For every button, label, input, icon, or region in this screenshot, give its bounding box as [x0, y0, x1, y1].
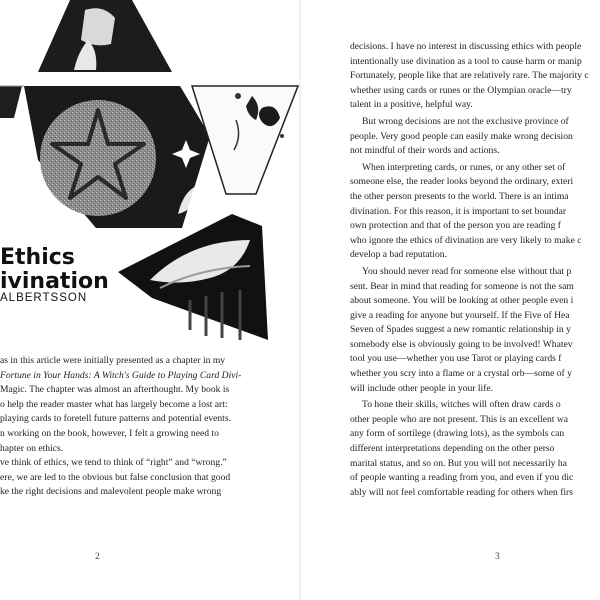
body-line: who ignore the ethics of divination are very likely to make c: [350, 234, 582, 246]
body-line: tool you use—whether you use Tarot or playing cards f: [350, 353, 562, 365]
body-line: give a reading for anyone but yourself. If the Five of Hea: [350, 309, 570, 321]
body-line: whether using cards or runes or the Olympian oracle—try: [350, 84, 572, 96]
body-line: marital status, and so on. But you will not necessarily ha: [350, 457, 567, 469]
body-line: Fortune in Your Hands: A Witch's Guide to Playing Card Divi-: [0, 369, 242, 381]
body-line: somebody else is obviously going to be involved! Whatev: [350, 338, 573, 350]
body-line: intentionally use divination as a tool to cause harm or manip: [350, 55, 582, 67]
body-line: hapter on ethics.: [0, 442, 64, 454]
article-title: [0, 246, 109, 294]
body-line: as in this article were initially presented as a chapter in my: [0, 355, 226, 366]
page-number-right: 3: [495, 552, 500, 562]
body-line: ke the right decisions and malevolent people make wrong: [0, 486, 222, 498]
body-line: ve think of ethics, we tend to think of “right” and “wrong.”: [0, 457, 227, 469]
body-line: o help the reader master what has largely become a lost art:: [0, 398, 228, 410]
body-line: ably will not feel comfortable reading for others when firs: [350, 486, 573, 498]
body-line: talent in a positive, helpful way.: [350, 99, 473, 111]
body-line: Magic. The chapter was almost an afterthought. My book is: [0, 384, 230, 396]
body-line: whether you scry into a flame or a crystal orb—some of y: [350, 368, 572, 380]
body-line: To hone their skills, witches will often draw cards o: [362, 399, 561, 411]
body-line: any form of sortilege (drawing lots), as the symbols can: [350, 428, 565, 440]
body-line: Fortunately, people like that are relatively rare. The majority c: [350, 70, 589, 82]
right-body-text: [350, 40, 600, 500]
title-line-1: Ethics: [0, 245, 75, 270]
body-line: When interpreting cards, or runes, or any other set of: [362, 161, 566, 173]
body-line: the other person presents to the world. There is an intima: [350, 190, 569, 202]
page-number-left: 2: [95, 552, 100, 562]
pentacle-disc: [40, 100, 156, 216]
body-line: divination. For this reason, it is important to set boundar: [350, 205, 567, 217]
body-line: sent. Bear in mind that reading for someone is not the sam: [350, 280, 574, 292]
body-line: decisions. I have no interest in discussing ethics with people: [350, 41, 582, 52]
body-line: own protection and that of the person you are reading f: [350, 220, 561, 232]
body-line: ere, we are led to the obvious but false conclusion that good: [0, 471, 231, 483]
author-name: ALBERTSSON: [0, 292, 88, 304]
body-line: Seven of Spades suggest a new romantic relationship in y: [350, 324, 571, 336]
body-line: develop a bad reputation.: [350, 249, 447, 261]
left-body-text: [0, 354, 258, 500]
body-line: people. Very good people can easily make wrong decision: [350, 130, 573, 142]
title-line-2: ivination: [0, 269, 109, 294]
body-line: about someone. You will be looking at other people even i: [350, 295, 574, 307]
body-line: playing cards to foretell future patterns and potential events.: [0, 413, 231, 425]
body-line: of people wanting a reading from you, and even if you dic: [350, 472, 574, 484]
body-line: someone else, the reader looks beyond the ordinary, exteri: [350, 176, 574, 188]
body-line: other people who are not present. This is an excellent wa: [350, 413, 569, 425]
body-line: But wrong decisions are not the exclusive province of: [362, 115, 569, 127]
body-line: will include other people in your life.: [350, 382, 494, 394]
body-line: different interpretations depending on the other perso: [350, 443, 555, 455]
body-line: You should never read for someone else without that p: [362, 265, 572, 277]
body-line: n working on the book, however, I felt a growing need to: [0, 427, 219, 439]
body-line: not mindful of their words and actions.: [350, 145, 500, 157]
